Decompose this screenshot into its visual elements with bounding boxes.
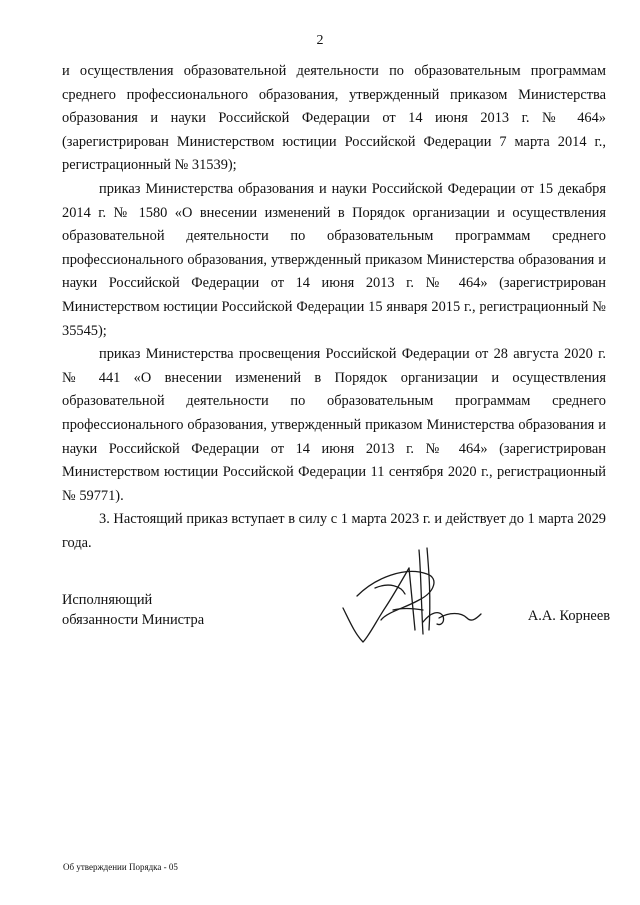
document-body — [62, 60, 606, 555]
paragraph-continuation: и осуществления образовательной деятельности по образовательным программам среднего профессионального образования, утвержденный приказом Министерства образования и науки Российской Федерации от 14 июня 2013 г. № 464» (зарегистрирован Министерством юстиции Российской Федерации 7 марта 2014 г., регистрационный № 31539); — [62, 63, 606, 174]
signatory-title-line2: обязанности Министра — [62, 612, 205, 628]
page-number: 2 — [316, 33, 324, 48]
signatory-name: А.А. Корнеев — [527, 608, 610, 624]
footer-document-code: Об утверждении Порядка - 05 — [63, 862, 178, 872]
signature-block — [62, 590, 610, 650]
signatory-title-line1: Исполняющий — [62, 592, 153, 608]
signatory-title — [62, 590, 204, 630]
paragraph-order-1580: приказ Министерства образования и науки Российской Федерации от 15 декабря 2014 г. № 1580 «О внесении изменений в Порядок организации и осуществления образовательной деятельности по образовательным программам среднего профессионального образования, утвержденный приказом Министерства образования и науки Российской Федерации от 14 июня 2013 г. № 464» (зарегистрирован Министерством юстиции Российской Федерации 15 января 2015 г., регистрационный № 35545); — [62, 180, 606, 339]
paragraph-effective-date: 3. Настоящий приказ вступает в силу с 1 марта 2023 г. и действует до 1 марта 2029 года. — [62, 511, 606, 551]
paragraph-order-441: приказ Министерства просвещения Российской Федерации от 28 августа 2020 г. № 441 «О внесении изменений в Порядок организации и осуществления образовательной деятельности по образовательным программам среднего профессионального образования, утвержденный приказом Министерства образования и науки Российской Федерации от 14 июня 2013 г. № 464» (зарегистрирован Министерством юстиции Российской Федерации 11 сентября 2020 г., регистрационный № 59771). — [62, 346, 606, 504]
